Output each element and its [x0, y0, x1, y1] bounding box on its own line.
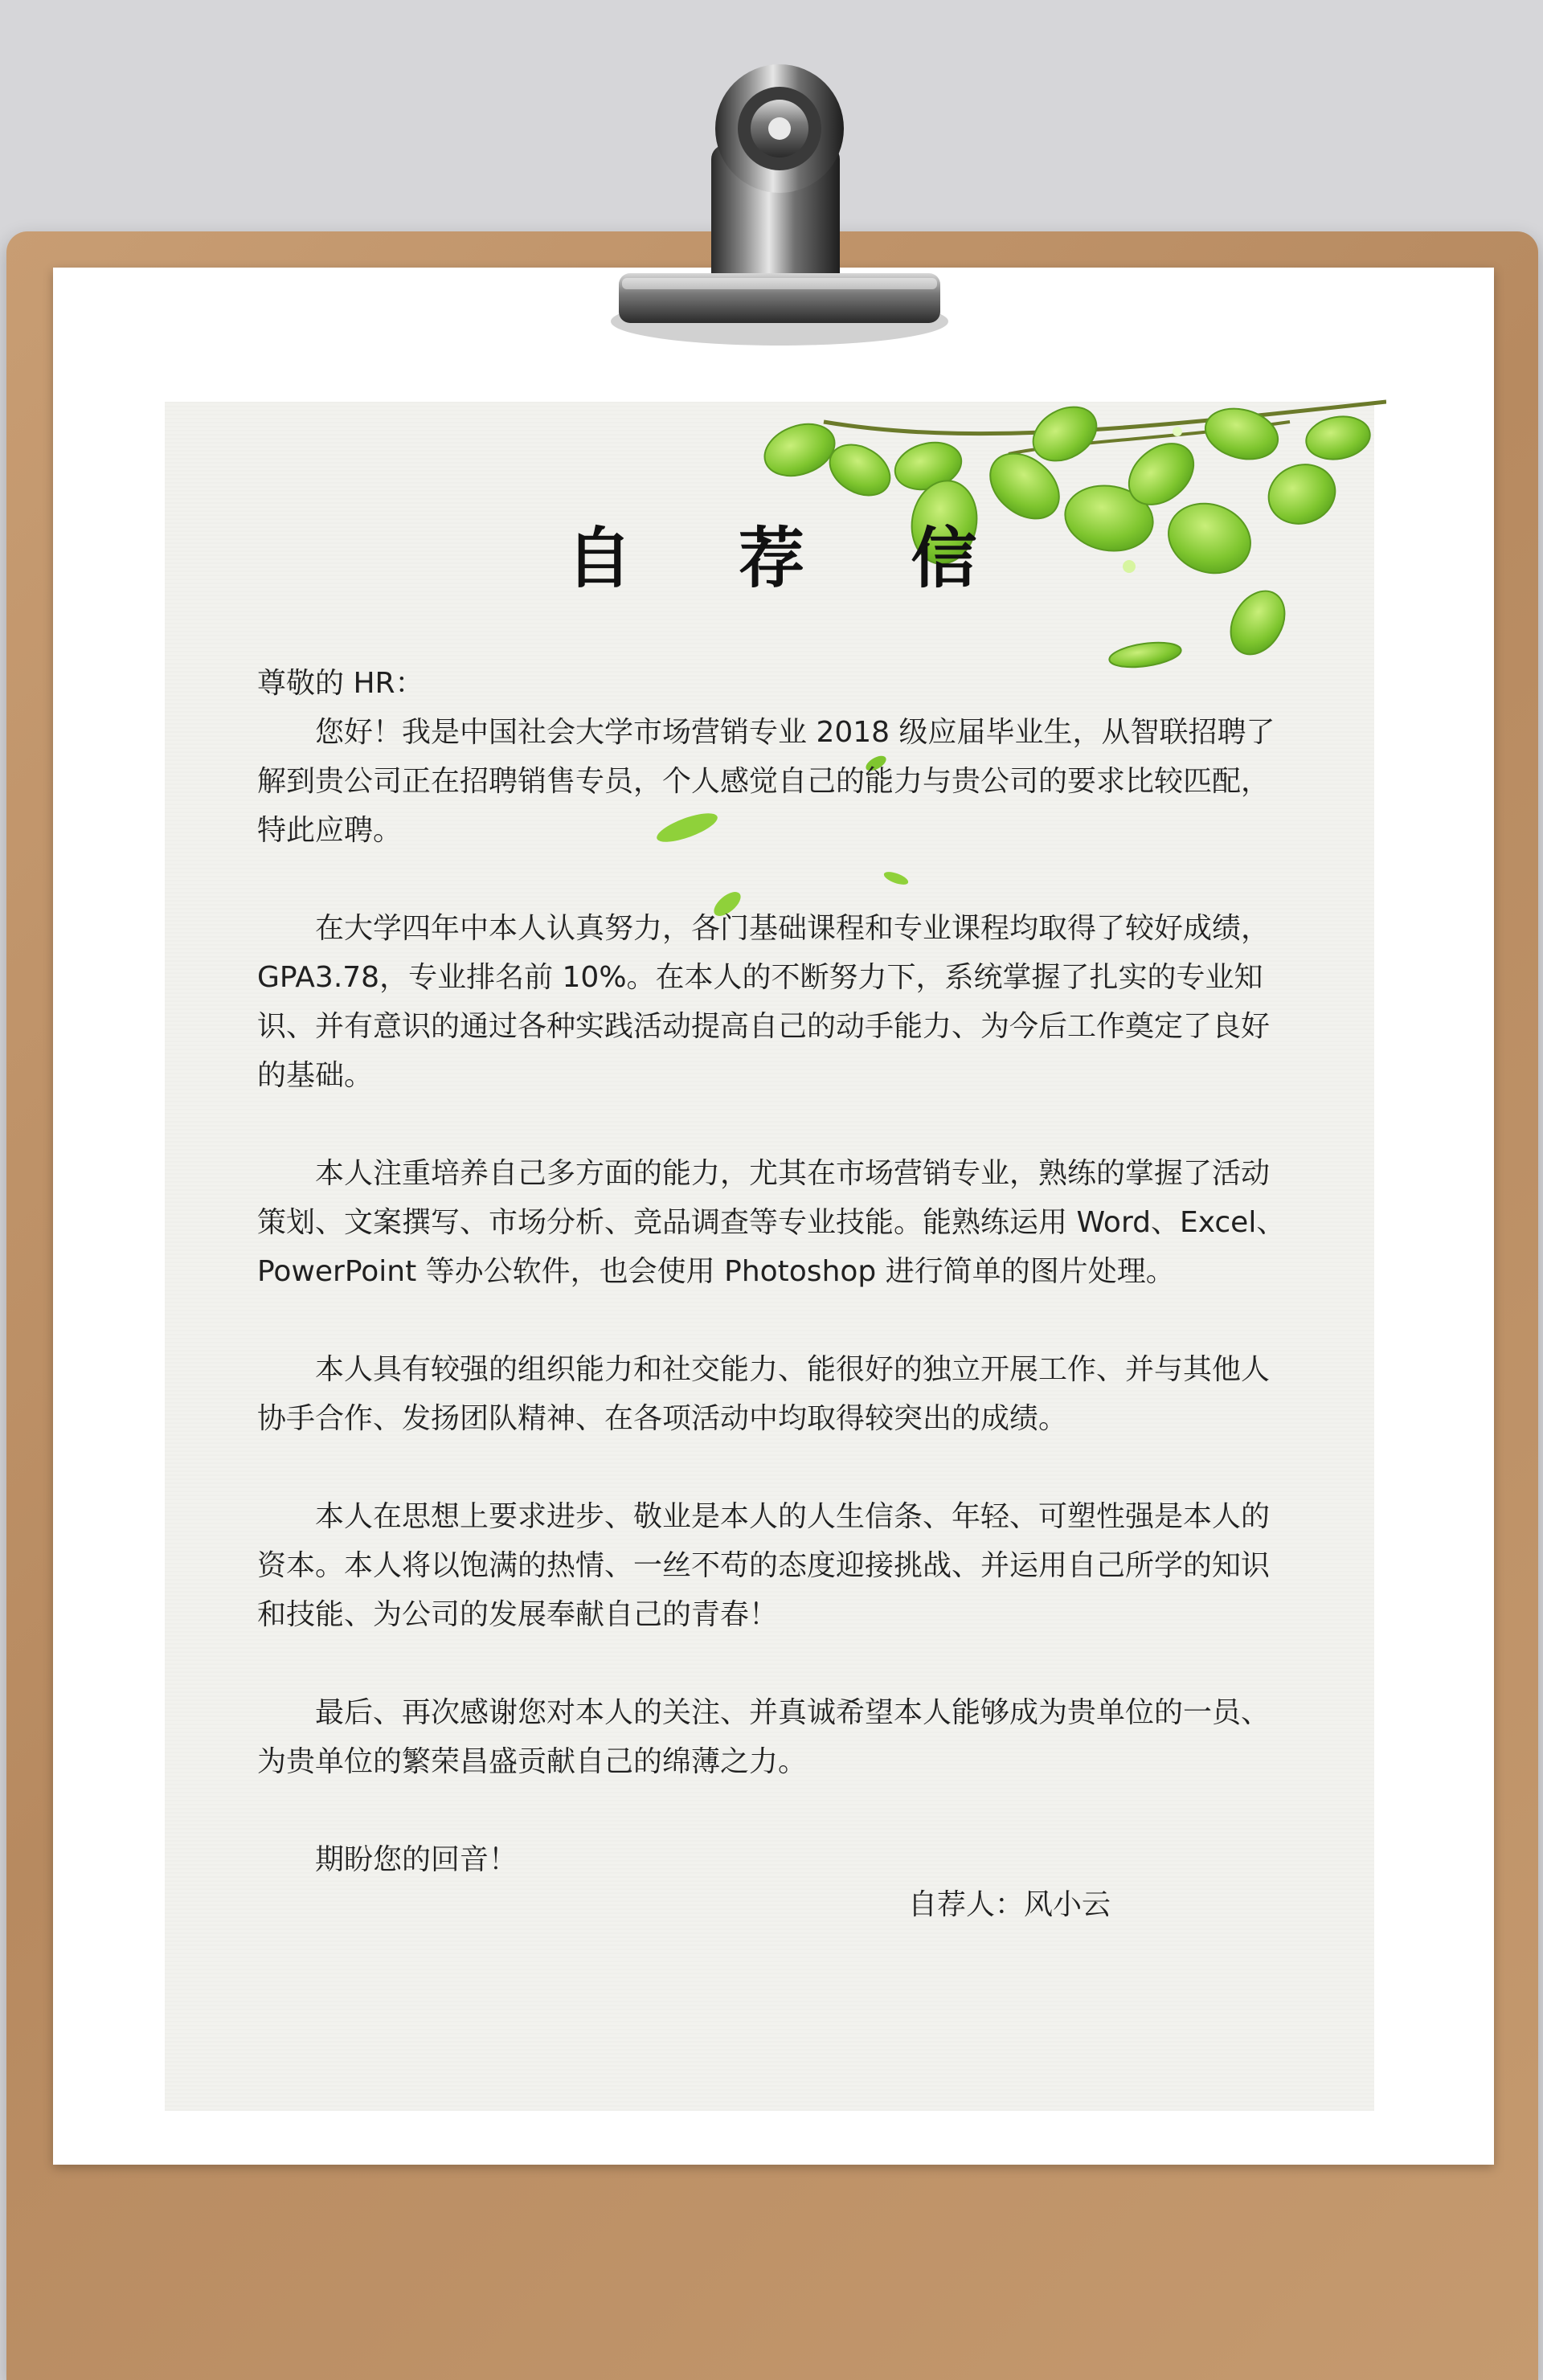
salutation: 尊敬的 HR： — [257, 667, 424, 700]
paragraph-closing: 期盼您的回音！ — [315, 1843, 518, 1876]
letter-title: 自 荐 信 — [566, 520, 1019, 597]
paragraph-teamwork: 本人具有较强的组织能力和社交能力、能很好的独立开展工作、并与其他人协手合作、发扬团队精神、在各项活动中均取得较突出的成绩。 — [257, 1353, 1271, 1435]
binder-clip-icon — [611, 48, 948, 362]
paragraph-intro: 您好！我是中国社会大学市场营销专业 2018 级应届毕业生，从智联招聘了解到贵公司正在招聘销售专员，个人感觉自己的能力与贵公司的要求比较匹配，特此应聘。 — [257, 716, 1275, 847]
letter-body — [257, 659, 1294, 1884]
paragraph-thanks: 最后、再次感谢您对本人的关注、并真诚希望本人能够成为贵单位的一员、为贵单位的繁荣昌盛贡献自己的绵薄之力。 — [257, 1696, 1271, 1778]
paragraph-skills: 本人注重培养自己多方面的能力，尤其在市场营销专业，熟练的掌握了活动策划、文案撰写、市场分析、竞品调查等专业技能。能熟练运用 Word、Excel、PowerPoint 等办公软件，也会使用 Photoshop 进行简单的图片处理。 — [257, 1157, 1286, 1288]
paragraph-attitude: 本人在思想上要求进步、敬业是本人的人生信条、年轻、可塑性强是本人的资本。本人将以饱满的热情、一丝不苟的态度迎接挑战、并运用自己所学的知识和技能、为公司的发展奉献自己的青春！ — [257, 1500, 1271, 1631]
signature: 自荐人：风小云 — [908, 1888, 1111, 1921]
paragraph-academics: 在大学四年中本人认真努力，各门基础课程和专业课程均取得了较好成绩，GPA3.78，专业排名前 10%。在本人的不断努力下，系统掌握了扎实的专业知识、并有意识的通过各种实践活动提高自己的动手能力、为今后工作奠定了良好的基础。 — [257, 912, 1271, 1092]
